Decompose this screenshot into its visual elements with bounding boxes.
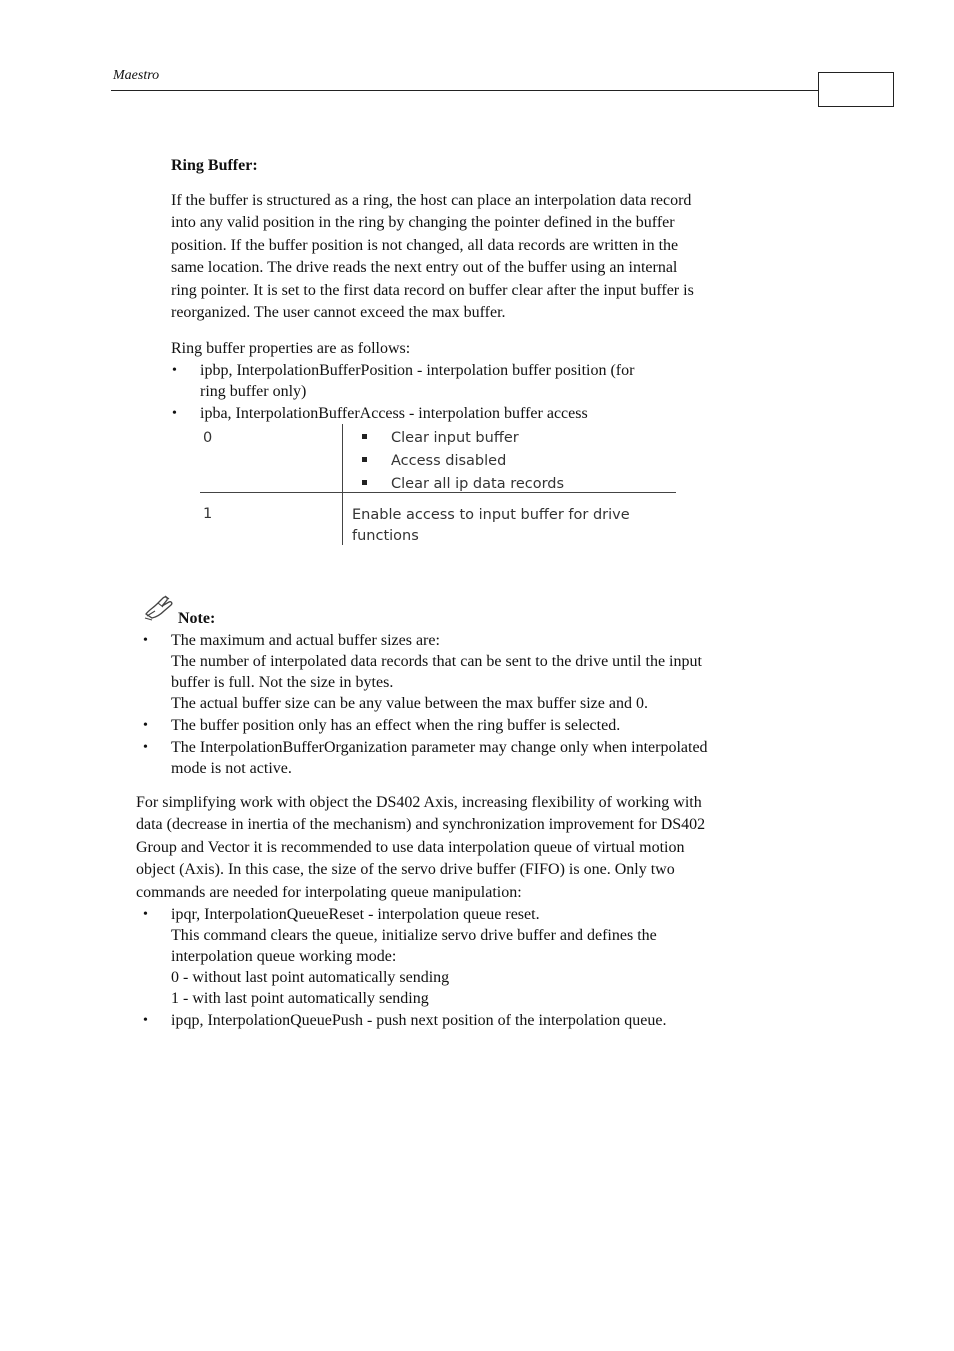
list-item-line: 1 - with last point automatically sending: [171, 990, 429, 1007]
list-item: [172, 403, 800, 424]
paragraph-line: data (decrease in inertia of the mechanism) and synchronization improvement for DS402: [136, 816, 706, 834]
note-hand-icon: [143, 594, 175, 622]
properties-intro: Ring buffer properties are as follows:: [171, 340, 411, 357]
list-item-line: ipqr, InterpolationQueueReset - interpolation queue reset.: [171, 906, 540, 923]
bullet-icon: •: [143, 907, 148, 922]
list-item-line: ipbp, InterpolationBufferPosition - interpolation buffer position (for: [200, 362, 635, 379]
bullet-icon: •: [143, 1013, 148, 1028]
bullet-icon: •: [172, 363, 177, 378]
header-title: Maestro: [113, 68, 160, 83]
paragraph-line: same location. The drive reads the next entry out of the buffer using an internal: [171, 259, 678, 277]
list-item-line: interpolation queue working mode:: [171, 948, 397, 965]
bullet-icon: •: [172, 406, 177, 421]
table-list-item-text: Clear input buffer: [391, 430, 519, 446]
paragraph-line: If the buffer is structured as a ring, the host can place an interpolation data record: [171, 192, 692, 209]
list-item: [143, 1010, 831, 1031]
square-bullet-icon: [362, 480, 367, 485]
list-item-line: The InterpolationBufferOrganization parameter may change only when interpolated: [171, 739, 708, 756]
access-table: [200, 424, 676, 546]
queue-paragraph: [136, 792, 826, 904]
list-item: [143, 904, 831, 1009]
queue-commands-list: [143, 904, 831, 1031]
list-item: [143, 630, 831, 714]
list-item: [172, 360, 800, 402]
properties-list: [172, 360, 800, 424]
paragraph-line: into any valid position in the ring by changing the pointer defined in the buffer: [171, 214, 675, 232]
table-cell-items: [362, 427, 564, 496]
note-list: [143, 630, 831, 779]
list-item: [143, 737, 831, 779]
paragraph-line: reorganized. The user cannot exceed the max buffer.: [171, 304, 506, 322]
table-cell-description: [352, 505, 630, 547]
list-item-line: The actual buffer size can be any value between the max buffer size and 0.: [171, 695, 648, 712]
paragraph-line: ring pointer. It is set to the first data record on buffer clear after the input buffer is: [171, 281, 694, 299]
note-label: Note:: [178, 610, 216, 627]
list-item-line: 0 - without last point automatically sending: [171, 969, 450, 986]
list-item-line: buffer is full. Not the size in bytes.: [171, 674, 394, 691]
bullet-icon: •: [143, 740, 148, 755]
table-list-item: [362, 427, 564, 450]
table-list-item-text: Access disabled: [391, 453, 507, 469]
list-item-line: ring buffer only): [200, 383, 307, 400]
table-cell-value: 0: [203, 430, 213, 446]
list-item-line: mode is not active.: [171, 760, 292, 777]
square-bullet-icon: [362, 457, 367, 462]
paragraph-line: commands are needed for interpolating queue manipulation:: [136, 883, 522, 901]
paragraph-line: Group and Vector it is recommended to use data interpolation queue of virtual motion: [136, 838, 685, 856]
list-item-line: This command clears the queue, initialize servo drive buffer and defines the: [171, 927, 657, 944]
ring-buffer-paragraph: [171, 190, 811, 324]
table-cell-line: Enable access to input buffer for drive: [352, 507, 630, 523]
square-bullet-icon: [362, 434, 367, 439]
bullet-icon: •: [143, 718, 148, 733]
paragraph-line: object (Axis). In this case, the size of the servo drive buffer (FIFO) is one. Only two: [136, 861, 675, 879]
table-list-item: [362, 450, 564, 473]
list-item-line: ipba, InterpolationBufferAccess - interpolation buffer access: [200, 405, 588, 422]
ring-buffer-heading: Ring Buffer:: [171, 157, 258, 174]
paragraph-line: For simplifying work with object the DS402 Axis, increasing flexibility of working with: [136, 794, 702, 811]
table-cell-line: functions: [352, 528, 419, 544]
table-list-item-text: Clear all ip data records: [391, 476, 565, 492]
bullet-icon: •: [143, 633, 148, 648]
list-item-line: The number of interpolated data records that can be sent to the drive until the input: [171, 653, 702, 670]
list-item: [143, 715, 831, 736]
list-item-line: The maximum and actual buffer sizes are:: [171, 632, 440, 649]
paragraph-line: position. If the buffer position is not changed, all data records are written in the: [171, 236, 679, 254]
table-list-item: [362, 473, 564, 496]
table-divider-vertical: [342, 424, 343, 545]
header-rule: [111, 90, 818, 91]
list-item-line: ipqp, InterpolationQueuePush - push next position of the interpolation queue.: [171, 1012, 667, 1029]
table-cell-value: 1: [203, 506, 213, 522]
list-item-line: The buffer position only has an effect when the ring buffer is selected.: [171, 717, 621, 734]
page-number-box: [818, 72, 894, 107]
